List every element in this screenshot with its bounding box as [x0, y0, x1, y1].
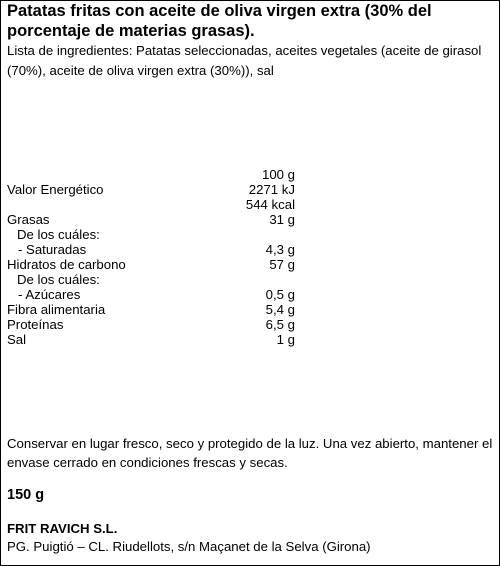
manufacturer-name: FRIT RAVICH S.L.: [7, 521, 118, 536]
nutrition-value: 2271 kJ: [248, 182, 295, 197]
net-weight: 150 g: [7, 487, 45, 503]
nutrition-label: Hidratos de carbono: [7, 257, 126, 272]
nutrition-row-carb-of-which: [7, 272, 307, 287]
manufacturer-address: PG. Puigtió – CL. Riudellots, s/n Maçanet de la Selva (Girona): [7, 539, 371, 554]
nutrition-row-sugars: [7, 287, 307, 302]
nutrition-value: 1 g: [276, 332, 295, 347]
nutrition-row-carbohydrate: [7, 257, 307, 272]
nutrition-header: 100 g: [261, 167, 295, 182]
nutrition-row-energy-kj: [7, 182, 307, 197]
nutrition-label: Valor Energético: [7, 182, 104, 197]
product-title: Patatas fritas con aceite de oliva virgen extra (30% del porcentaje de materias grasas).: [7, 2, 432, 40]
nutrition-label: Grasas: [7, 212, 50, 227]
nutrition-row-fat: [7, 212, 307, 227]
nutrition-row-fibre: [7, 302, 307, 317]
nutrition-table: [7, 167, 307, 347]
nutrition-row-energy-kcal: [7, 197, 307, 212]
nutrition-label: - Saturadas: [18, 242, 87, 257]
nutrition-row-protein: [7, 317, 307, 332]
nutrition-value: 544 kcal: [245, 197, 295, 212]
nutrition-row-fat-of-which: [7, 227, 307, 242]
nutrition-label: Sal: [7, 332, 27, 347]
nutrition-label: Fibra alimentaria: [7, 302, 106, 317]
nutrition-value: 5,4 g: [265, 302, 295, 317]
nutrition-value: 57 g: [269, 257, 295, 272]
nutrition-value: 4,3 g: [265, 242, 295, 257]
storage-instructions: Conservar en lugar fresco, seco y protegido de la luz. Una vez abierto, mantener el envase cerrado en condiciones frescas y secas.: [7, 436, 493, 470]
ingredients-list: Lista de ingredientes: Patatas seleccionadas, aceites vegetales (aceite de girasol (70%), aceite de oliva virgen extra (30%)), sal: [7, 43, 482, 78]
nutrition-value: 31 g: [269, 212, 295, 227]
nutrition-row-saturates: [7, 242, 307, 257]
nutrition-label: De los cuáles:: [17, 227, 100, 242]
nutrition-label: De los cuáles:: [17, 272, 100, 287]
nutrition-value: 0,5 g: [265, 287, 295, 302]
nutrition-row-salt: [7, 332, 307, 347]
nutrition-label: Proteínas: [7, 317, 64, 332]
nutrition-label: - Azúcares: [18, 287, 81, 302]
nutrition-value: 6,5 g: [265, 317, 295, 332]
nutrition-header-row: [7, 167, 307, 182]
